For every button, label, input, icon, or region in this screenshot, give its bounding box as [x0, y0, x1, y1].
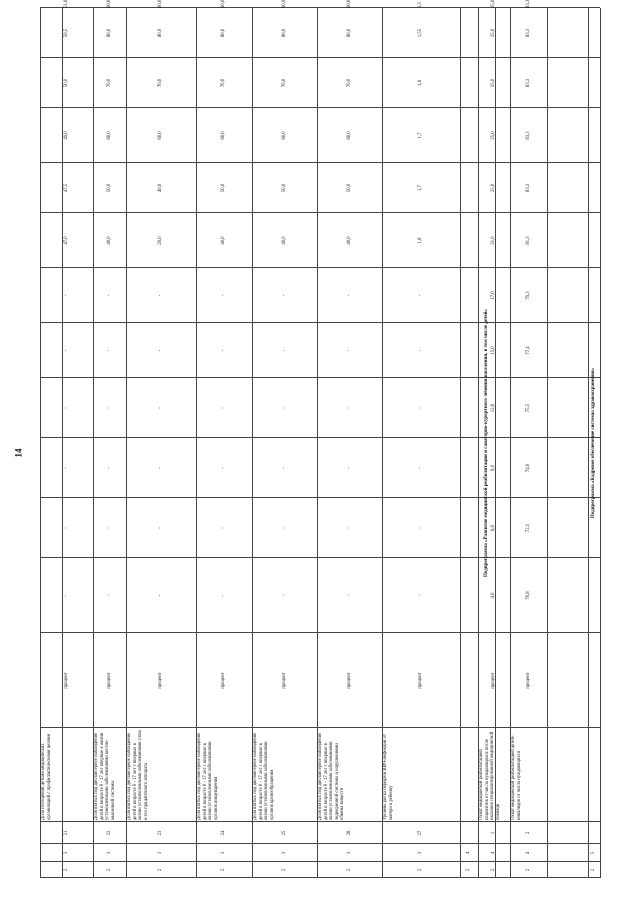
value-cell — [460, 163, 478, 213]
value-cell: 4,0 — [491, 592, 496, 599]
value-cell: - — [418, 407, 423, 409]
value-cell: 40,0 — [221, 236, 226, 245]
value-cell: 40,0 — [107, 236, 112, 245]
value-cell: 1,7 — [418, 185, 423, 191]
value-cell: - — [107, 467, 112, 469]
value-cell: - — [107, 407, 112, 409]
row-code: 3 — [347, 851, 352, 855]
row-code: 24 — [221, 830, 226, 836]
subprogram-4-title: Подпрограмма «Развитие медицинской реабилитации и санаторно-курортного лечения населения, в том числе детей» — [484, 308, 489, 578]
value-cell: 60,0 — [347, 131, 352, 140]
value-cell: - — [107, 294, 112, 297]
page-number: 14 — [13, 448, 24, 458]
row-code: 3 — [107, 851, 112, 855]
value-cell: 75,5 — [526, 403, 531, 413]
value-cell — [460, 108, 478, 163]
value-cell — [460, 558, 478, 633]
unit-label: процент — [107, 672, 112, 689]
unit-label: процент — [64, 672, 69, 689]
value-cell: 83,3 — [526, 28, 531, 38]
value-cell: 40,0 — [282, 236, 287, 245]
unit-label: процент — [526, 672, 531, 689]
value-cell: - — [347, 407, 352, 409]
value-cell: - — [347, 349, 352, 352]
value-cell: - — [107, 527, 112, 529]
row-code: 25 — [282, 830, 287, 836]
value-cell: 83,3 — [526, 0, 531, 8]
value-cell: 70,0 — [347, 78, 352, 88]
row-code: 23 — [158, 830, 163, 836]
value-cell: 83,3 — [526, 131, 531, 140]
subprogram-5-title: Подпрограмма «Кадровое обеспечение системы здравоохранения» — [591, 367, 596, 519]
value-cell: - — [418, 467, 423, 469]
row-code: 2 — [591, 868, 596, 872]
row-code: 2 — [526, 868, 531, 872]
indicator-name: Доля посещений детьми медицинских организаций с профилактическими целями — [41, 733, 52, 820]
row-code: 2 — [491, 868, 496, 872]
value-cell — [460, 323, 478, 378]
row-code: 5 — [591, 851, 596, 855]
value-cell: 70,8 — [526, 591, 531, 600]
indicator-name: Доля взятых под диспансерное наблюдение детей в возрасте 0 - 17 лет впервые в жизни установленными заболеваниями костно-мышечной системы — [94, 732, 116, 820]
value-cell: - — [221, 407, 226, 409]
value-cell: 47,0 — [64, 236, 69, 245]
value-cell — [460, 498, 478, 558]
row-code: 2 — [418, 868, 423, 872]
value-cell: 25,0 — [491, 0, 496, 8]
value-cell: 50,0 — [221, 183, 226, 193]
value-cell: 80,0 — [158, 28, 163, 38]
value-cell: 6,0 — [491, 525, 496, 531]
value-cell: 51,0 — [64, 0, 69, 8]
value-cell: - — [64, 407, 69, 409]
value-cell: - — [347, 294, 352, 297]
table-body — [40, 0, 600, 878]
value-cell — [460, 58, 478, 108]
value-cell: - — [418, 294, 423, 297]
value-cell: 80,0 — [347, 28, 352, 38]
value-cell: - — [158, 349, 163, 352]
value-cell: 70,0 — [221, 78, 226, 88]
row-code: 3 — [221, 851, 226, 855]
unit-label: процент — [221, 672, 226, 689]
value-cell: - — [282, 594, 287, 597]
unit-label: процент — [491, 672, 496, 689]
value-cell: 70,0 — [282, 78, 287, 88]
value-cell: 77,4 — [526, 346, 531, 355]
value-cell: 50,0 — [64, 78, 69, 88]
value-cell: 80,0 — [282, 28, 287, 38]
value-cell: - — [418, 527, 423, 529]
row-code: 21 — [64, 830, 69, 836]
value-cell: 72,5 — [526, 523, 531, 533]
value-cell: 83,3 — [526, 78, 531, 88]
row-code: 26 — [347, 830, 352, 836]
value-cell: 21,0 — [491, 236, 496, 245]
value-cell: - — [158, 294, 163, 297]
row-code: 3 — [418, 851, 423, 855]
value-cell: 50,0 — [107, 183, 112, 193]
value-cell: - — [64, 349, 69, 352]
value-cell: 25,0 — [491, 183, 496, 193]
value-cell: - — [107, 594, 112, 597]
indicator-name: Уровень риска передачи ВИЧ-инфекции от матери к ребенку — [383, 734, 394, 820]
value-cell: 74,0 — [526, 463, 531, 473]
value-cell: 50,0 — [347, 183, 352, 193]
indicator-name: Доля взятых под диспансерное наблюдение детей в возрасте 0 - 17 лет с впервые в жизни установленными заболеваниями эндокринной системы и нарушениями обмена веществ — [318, 732, 346, 820]
row-code: 2 — [466, 868, 471, 872]
value-cell: 49,0 — [64, 131, 69, 140]
row-code: 3 — [282, 851, 287, 855]
value-cell: - — [282, 349, 287, 352]
indicator-name: Доля взятых под диспансерное наблюдение детей в возрасте 0 - 17 лет с впервые в жизни установленными заболеваниями органов пищеварения — [197, 732, 219, 820]
value-cell: - — [158, 467, 163, 469]
value-cell: 60,0 — [282, 131, 287, 140]
value-cell: - — [221, 527, 226, 529]
row-code: 2 — [221, 868, 226, 872]
value-cell: - — [221, 467, 226, 469]
value-cell: - — [347, 527, 352, 529]
value-cell: - — [282, 467, 287, 469]
value-cell: 1,7 — [418, 132, 423, 139]
value-cell: 47,5 — [64, 183, 69, 193]
row-code: 2 — [158, 868, 163, 872]
row-divider — [547, 8, 548, 878]
value-cell: 50,0 — [282, 183, 287, 193]
value-cell: 15,0 — [491, 346, 496, 355]
indicator-name: Охват медицинской реабилитацией пациентов от числа нуждающихся после оказания специализированной медицинской помощи — [479, 731, 501, 820]
value-cell: 80,0 — [221, 28, 226, 38]
indicator-name: Доля взятых под диспансерное наблюдение детей в возрасте 0 - 17 лет с впервые в жизни установленными заболеваниями глаза и его придаточного аппарата — [127, 730, 149, 820]
value-cell: - — [158, 407, 163, 409]
value-cell: - — [64, 527, 69, 529]
row-code: 4 — [526, 851, 531, 855]
row-code: 22 — [107, 830, 112, 836]
value-cell: 83,3 — [526, 183, 531, 193]
value-cell: 79,3 — [526, 291, 531, 300]
value-cell: 60,0 — [221, 131, 226, 140]
value-cell: - — [221, 294, 226, 297]
value-cell: - — [282, 407, 287, 409]
row-code: 27 — [418, 830, 423, 836]
value-cell: - — [107, 349, 112, 352]
row-code: 2 — [526, 831, 531, 835]
row-code: 3 — [158, 851, 163, 855]
value-cell: 90,0 — [107, 0, 112, 8]
value-cell: 25,0 — [491, 28, 496, 38]
value-cell: 90,0 — [282, 0, 287, 8]
value-cell — [460, 378, 478, 438]
indicator-name: Доля взятых под диспансерное наблюдение детей в возрасте 0 - 17 лет с впервые в жизни установленными заболеваниями органов кровообращения — [253, 732, 275, 820]
row-code: 2 — [107, 868, 112, 872]
row-code — [460, 822, 478, 844]
value-cell: 60,0 — [107, 131, 112, 140]
unit-label: процент — [282, 672, 287, 689]
unit-label: процент — [418, 672, 423, 689]
value-cell: - — [418, 349, 423, 352]
value-cell: 25,0 — [491, 131, 496, 140]
value-cell: - — [64, 294, 69, 297]
row-divider — [600, 8, 601, 878]
value-cell: 81,3 — [526, 236, 531, 245]
row-code: 2 — [282, 868, 287, 872]
value-cell — [460, 268, 478, 323]
value-cell: 1,5 — [418, 2, 423, 8]
row-code: 3 — [64, 851, 69, 855]
value-cell: 70,0 — [107, 78, 112, 88]
value-cell: 40,0 — [158, 183, 163, 193]
value-cell: - — [282, 527, 287, 529]
value-cell: - — [221, 594, 226, 597]
value-cell: 40,0 — [347, 236, 352, 245]
value-cell: - — [347, 594, 352, 597]
value-cell: 90,0 — [221, 0, 226, 8]
value-cell: 90,0 — [158, 0, 163, 8]
value-cell — [460, 8, 478, 58]
value-cell: - — [158, 527, 163, 529]
value-cell: 1,55 — [418, 28, 423, 38]
value-cell: - — [158, 594, 163, 597]
value-cell: 60,0 — [158, 131, 163, 140]
value-cell: 1,6 — [418, 80, 423, 86]
value-cell: - — [64, 594, 69, 597]
unit-label: процент — [347, 672, 352, 689]
row-code: 2 — [64, 868, 69, 872]
value-cell: 70,0 — [158, 78, 163, 88]
indicator-name — [461, 730, 477, 820]
row-code: 2 — [347, 868, 352, 872]
value-cell: 90,0 — [347, 0, 352, 8]
value-cell: 1,8 — [418, 237, 423, 244]
value-cell: - — [221, 349, 226, 352]
value-cell: 80,0 — [107, 28, 112, 38]
value-cell: - — [418, 594, 423, 597]
value-cell: 50,5 — [64, 28, 69, 38]
value-cell — [460, 438, 478, 498]
indicator-name: Охват медицинской реабилитацией детей-инвалидов от числа нуждающихся — [511, 735, 522, 820]
value-cell: 25,0 — [491, 78, 496, 88]
value-cell: 17,0 — [491, 291, 496, 300]
row-code: 1 — [491, 831, 496, 835]
value-cell — [460, 213, 478, 268]
value-cell: - — [282, 294, 287, 297]
value-cell: 12,0 — [491, 403, 496, 413]
row-code: 4 — [491, 851, 496, 855]
value-cell: - — [347, 467, 352, 469]
value-cell: 20,0 — [158, 236, 163, 245]
unit-label — [460, 633, 478, 728]
value-cell: 9,0 — [491, 465, 496, 471]
value-cell: - — [64, 467, 69, 469]
unit-label: процент — [158, 672, 163, 689]
row-code: 4 — [466, 851, 471, 855]
